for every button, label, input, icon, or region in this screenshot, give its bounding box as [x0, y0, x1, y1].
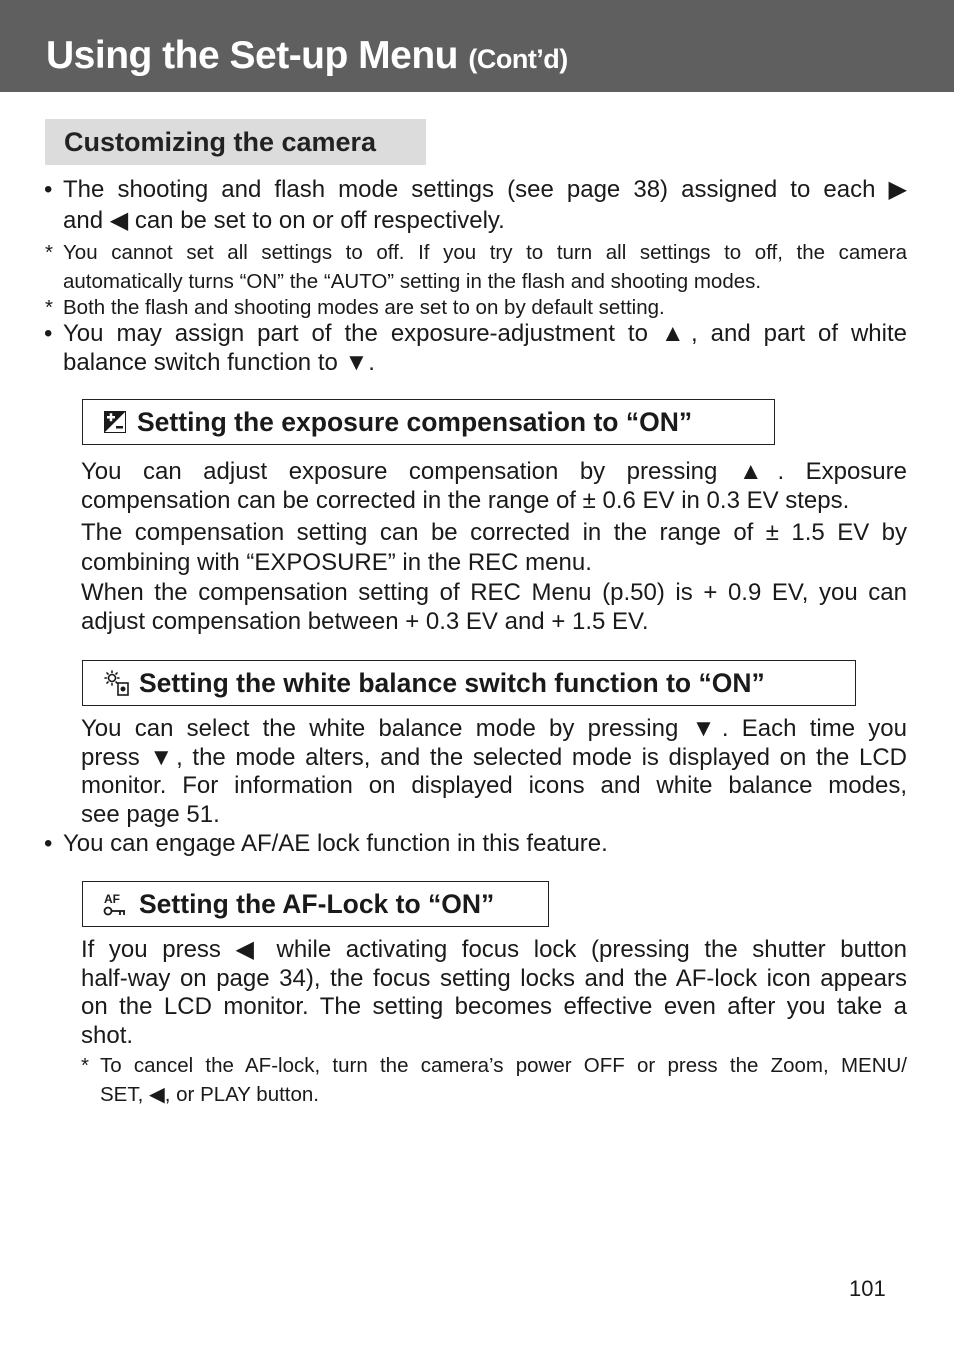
white-balance-heading	[82, 660, 856, 706]
body-text-line: press ▼, the mode alters, and the selected mode is displayed on the LCD	[81, 744, 907, 771]
section-title: Customizing the camera	[45, 119, 426, 165]
page-number: 101	[849, 1276, 886, 1301]
body-text-line: You can adjust exposure compensation by pressing ▲. Exposure	[81, 458, 907, 485]
note-marker: *	[81, 1054, 89, 1077]
bullet-text-line: The shooting and flash mode settings (see page 38) assigned to each ▶	[63, 176, 907, 203]
body-text-line: adjust compensation between + 0.3 EV and + 1.5 EV.	[81, 608, 649, 635]
page-title-subtitle: (Cont’d)	[468, 44, 568, 74]
body-text-line: When the compensation setting of REC Menu (p.50) is + 0.9 EV, you can	[81, 579, 907, 606]
note-marker: *	[45, 241, 53, 264]
exposure-compensation-heading	[82, 399, 775, 445]
page-title	[46, 34, 568, 78]
white-balance-icon	[103, 670, 129, 696]
bullet-text-line: You can engage AF/AE lock function in this feature.	[63, 830, 608, 857]
body-text-line: monitor. For information on displayed icons and white balance modes,	[81, 772, 907, 799]
body-text-line: shot.	[81, 1022, 134, 1049]
bullet-text-line: balance switch function to ▼.	[63, 349, 375, 376]
body-text-line: You can select the white balance mode by pressing ▼. Each time you	[81, 715, 907, 742]
white-balance-heading-text: Setting the white balance switch function to “ON”	[139, 667, 765, 698]
body-text-line: on the LCD monitor. The setting becomes effective even after you take a	[81, 993, 907, 1020]
note-text-line: automatically turns “ON” the “AUTO” setting in the flash and shooting modes.	[63, 270, 762, 293]
exposure-compensation-icon	[103, 410, 127, 434]
af-lock-icon-text: AF	[104, 892, 120, 906]
body-text-line: half-way on page 34), the focus setting locks and the AF-lock icon appears	[81, 965, 907, 992]
note-text-line: Both the flash and shooting modes are set to on by default setting.	[63, 296, 665, 319]
page-title-text: Using the Set-up Menu	[46, 34, 458, 77]
bullet-marker: •	[44, 830, 53, 857]
bullet-text-line: and ◀ can be set to on or off respectively.	[63, 207, 505, 234]
page-header	[0, 0, 954, 92]
bullet-marker: •	[44, 176, 53, 203]
bullet-text-line: You may assign part of the exposure-adjustment to ▲, and part of white	[63, 320, 907, 347]
bullet-marker: •	[44, 320, 53, 347]
note-text-line: To cancel the AF-lock, turn the camera’s power OFF or press the Zoom, MENU/	[100, 1054, 907, 1077]
note-text-line: You cannot set all settings to off. If you try to turn all settings to off, the camera	[63, 241, 907, 264]
note-marker: *	[45, 296, 53, 319]
body-text-line: compensation can be corrected in the range of ± 0.6 EV in 0.3 EV steps.	[81, 487, 850, 514]
body-text-line: see page 51.	[81, 801, 220, 828]
body-text-line: If you press ◀ while activating focus lock (pressing the shutter button	[81, 936, 907, 963]
af-lock-heading	[82, 881, 549, 927]
af-lock-icon	[103, 891, 129, 917]
note-text-line: SET, ◀, or PLAY button.	[100, 1083, 319, 1106]
af-lock-heading-text: Setting the AF-Lock to “ON”	[139, 888, 495, 919]
body-text-line: The compensation setting can be corrected in the range of ± 1.5 EV by	[81, 519, 907, 546]
exposure-compensation-heading-text: Setting the exposure compensation to “ON”	[137, 406, 693, 437]
body-text-line: combining with “EXPOSURE” in the REC menu.	[81, 549, 592, 576]
